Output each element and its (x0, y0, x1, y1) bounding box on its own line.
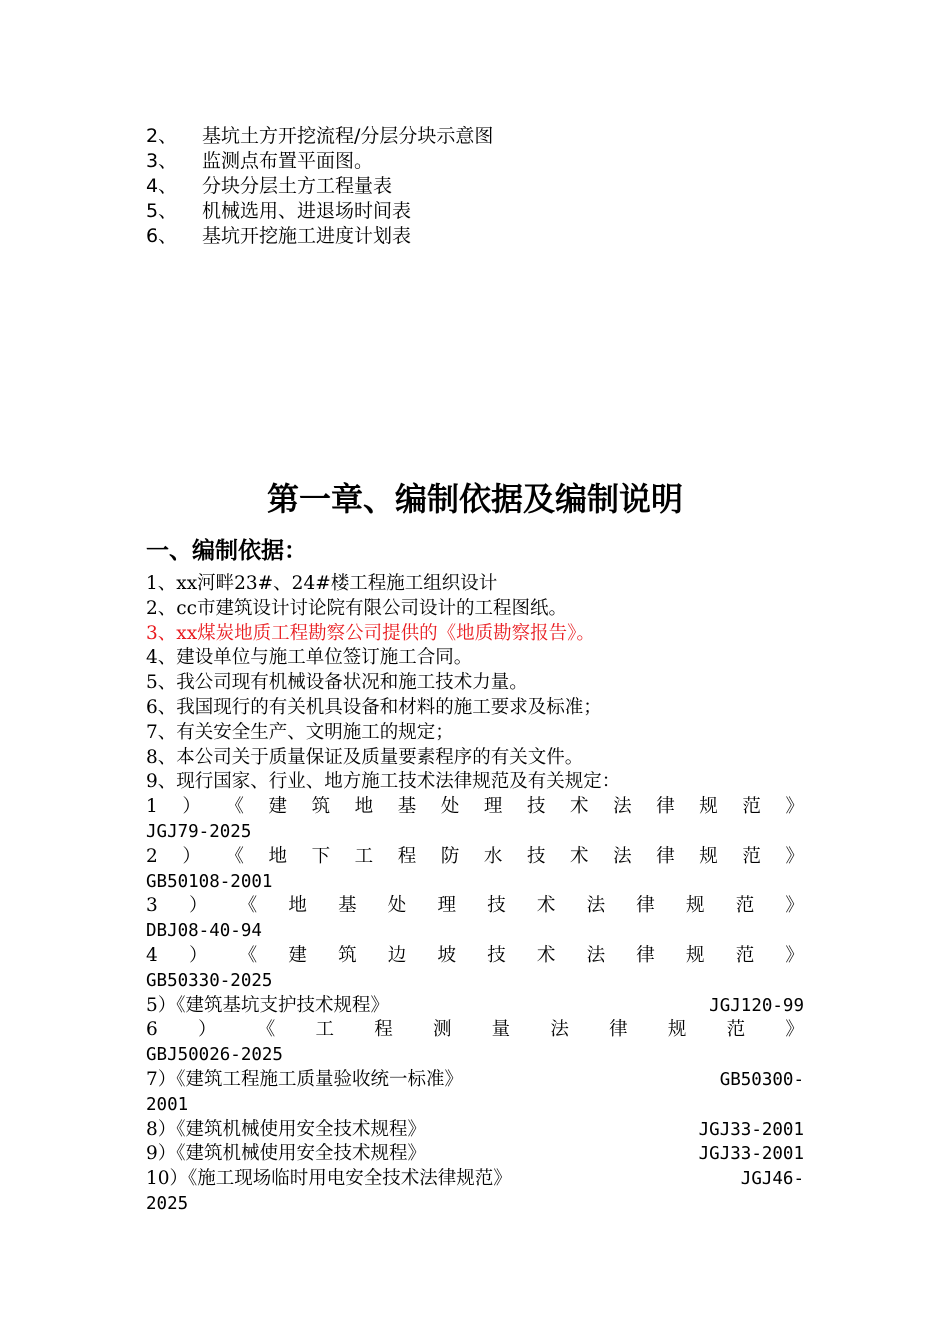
standard-char: 技 (526, 796, 546, 818)
standards-list (146, 795, 804, 1217)
standard-char: 律 (656, 796, 675, 818)
basis-content (146, 572, 804, 1217)
standard-code-continued: 2025 (146, 1193, 189, 1214)
standard-char: 筑 (338, 944, 357, 966)
standard-char: 《 (256, 1019, 276, 1041)
list-number: 4、 (146, 175, 178, 197)
standard-char: 《 (238, 895, 258, 917)
standard-char: 范 (726, 1019, 746, 1041)
standard-char: 3 (146, 895, 158, 917)
standard-title: 7）《建筑工程施工质量验收统一标准》 (146, 1068, 464, 1090)
standard-char: 范 (735, 944, 755, 966)
standard-code-continued: GB50108-2001 (146, 871, 273, 892)
standard-char: 律 (636, 944, 655, 966)
standard-char: 法 (586, 944, 606, 966)
standard-char: 水 (483, 845, 503, 867)
standard-char: 规 (686, 895, 705, 917)
standard-item (146, 1068, 804, 1093)
standard-char: 1 (146, 796, 158, 818)
standard-char: 术 (570, 845, 589, 867)
standard-char: 规 (686, 944, 705, 966)
standard-char: 》 (785, 845, 804, 867)
list-item (146, 149, 493, 174)
standard-item (146, 1018, 804, 1043)
standard-char: 理 (437, 895, 456, 917)
standard-title: 9）《建筑机械使用安全技术规程》 (146, 1143, 427, 1165)
standard-char: 2 (146, 845, 158, 867)
standard-char: 法 (613, 845, 632, 867)
standard-code-continued: DBJ08-40-94 (146, 921, 262, 942)
list-text: 分块分层土方工程量表 (202, 175, 393, 197)
standard-char: ） (182, 796, 201, 818)
standard-char: 规 (699, 845, 718, 867)
standard-item (146, 894, 804, 919)
basis-item: 4、建设单位与施工单位签订施工合同。 (146, 647, 473, 669)
standard-char: 6 (146, 1019, 158, 1041)
basis-item: 9、现行国家、行业、地方施工技术法律规范及有关规定： (146, 771, 621, 793)
standard-char: 防 (440, 845, 460, 867)
chapter-title: 第一章、编制依据及编制说明 (266, 480, 683, 518)
standard-code: JGJ46- (740, 1169, 804, 1190)
basis-item: 2、cc市建筑设计讨论院有限公司设计的工程图纸。 (146, 597, 567, 619)
basis-item-highlighted: 3、xx煤炭地质工程勘察公司提供的《地质勘察报告》。 (146, 622, 595, 644)
standard-char: 程 (397, 845, 417, 867)
standard-item (146, 1118, 804, 1143)
standard-code: JGJ33-2001 (698, 1144, 804, 1165)
standard-char: 建 (288, 944, 307, 966)
standard-char: 律 (609, 1019, 628, 1041)
standard-char: 理 (483, 796, 503, 818)
standard-char: 技 (526, 845, 546, 867)
standard-char: 下 (311, 845, 331, 867)
standard-char: 筑 (311, 796, 331, 818)
standard-char: 术 (536, 895, 556, 917)
standard-char: 坡 (437, 944, 456, 966)
standard-char: 《 (238, 944, 258, 966)
list-text: 监测点布置平面图。 (202, 150, 374, 172)
standard-char: 地 (288, 895, 307, 917)
standard-char: 地 (268, 845, 288, 867)
standard-char: 处 (387, 895, 407, 917)
standard-char: 律 (656, 845, 675, 867)
standard-item (146, 845, 804, 870)
standard-char: 规 (699, 796, 718, 818)
appendix-list (146, 124, 493, 249)
list-item (146, 199, 493, 224)
standard-char: 范 (742, 796, 761, 818)
standard-char: 处 (440, 796, 460, 818)
list-item (146, 174, 493, 199)
standard-code-continued: JGJ79-2025 (146, 821, 252, 842)
standard-char: 范 (742, 845, 761, 867)
standard-char: 法 (613, 796, 632, 818)
list-number: 6、 (146, 225, 178, 247)
standard-code: JGJ120-99 (709, 995, 804, 1016)
standard-char: 法 (586, 895, 606, 917)
standard-char: 技 (487, 895, 506, 917)
standard-title: 8）《建筑机械使用安全技术规程》 (146, 1118, 427, 1140)
standard-char: 《 (225, 845, 244, 867)
basis-item: 6、我国现行的有关机具设备和材料的施工要求及标准； (146, 696, 602, 718)
standard-code-continued: GB50330-2025 (146, 970, 273, 991)
standard-char: ） (188, 895, 208, 917)
standard-char: 基 (338, 895, 357, 917)
list-item (146, 124, 493, 149)
list-number: 5、 (146, 200, 178, 222)
standard-char: 测 (432, 1019, 452, 1041)
list-text: 基坑开挖施工进度计划表 (202, 225, 412, 247)
standard-char: 基 (397, 796, 417, 818)
standard-item (146, 1142, 804, 1167)
standard-char: 工 (315, 1019, 334, 1041)
list-number: 3、 (146, 150, 178, 172)
standard-char: 规 (667, 1019, 687, 1041)
standard-char: ） (198, 1019, 217, 1041)
list-item (146, 224, 493, 249)
standard-title: 5）《建筑基坑支护技术规程》 (146, 994, 390, 1016)
standard-title: 10）《施工现场临时用电安全技术法律规范》 (146, 1168, 512, 1190)
standard-char: 边 (387, 944, 407, 966)
standard-char: 量 (491, 1019, 511, 1041)
standard-item (146, 994, 804, 1019)
standard-code-continued: 2001 (146, 1094, 189, 1115)
standard-char: ） (188, 944, 208, 966)
standard-char: 程 (374, 1019, 393, 1041)
standard-char: 工 (354, 845, 374, 867)
standard-char: 》 (785, 895, 804, 917)
standard-char: 范 (735, 895, 755, 917)
standard-char: 术 (536, 944, 556, 966)
standard-char: 《 (225, 796, 244, 818)
basis-item: 8、本公司关于质量保证及质量要素程序的有关文件。 (146, 746, 584, 768)
section-title: 一、编制依据： (146, 537, 307, 564)
standard-char: ） (182, 845, 201, 867)
standard-code: GB50300- (719, 1069, 804, 1090)
standard-code: JGJ33-2001 (698, 1119, 804, 1140)
standard-item (146, 944, 804, 969)
standard-item (146, 1167, 804, 1192)
standard-char: 》 (785, 944, 804, 966)
list-number: 2、 (146, 125, 178, 147)
standard-char: 术 (570, 796, 589, 818)
standard-char: 》 (785, 796, 804, 818)
standard-code-continued: GBJ50026-2025 (146, 1045, 283, 1066)
basis-item: 1、xx河畔23#、24#楼工程施工组织设计 (146, 573, 498, 594)
standard-char: 法 (550, 1019, 569, 1041)
standard-char: 4 (146, 944, 158, 966)
standard-char: 技 (487, 944, 506, 966)
list-text: 机械选用、进退场时间表 (202, 200, 412, 222)
standard-item (146, 795, 804, 820)
standard-char: 》 (785, 1019, 804, 1041)
list-text: 基坑土方开挖流程/分层分块示意图 (202, 125, 494, 147)
basis-item: 7、有关安全生产、文明施工的规定； (146, 721, 454, 743)
basis-item: 5、我公司现有机械设备状况和施工技术力量。 (146, 672, 528, 694)
standard-char: 律 (636, 895, 655, 917)
standard-char: 建 (268, 796, 288, 818)
standard-char: 地 (354, 796, 374, 818)
